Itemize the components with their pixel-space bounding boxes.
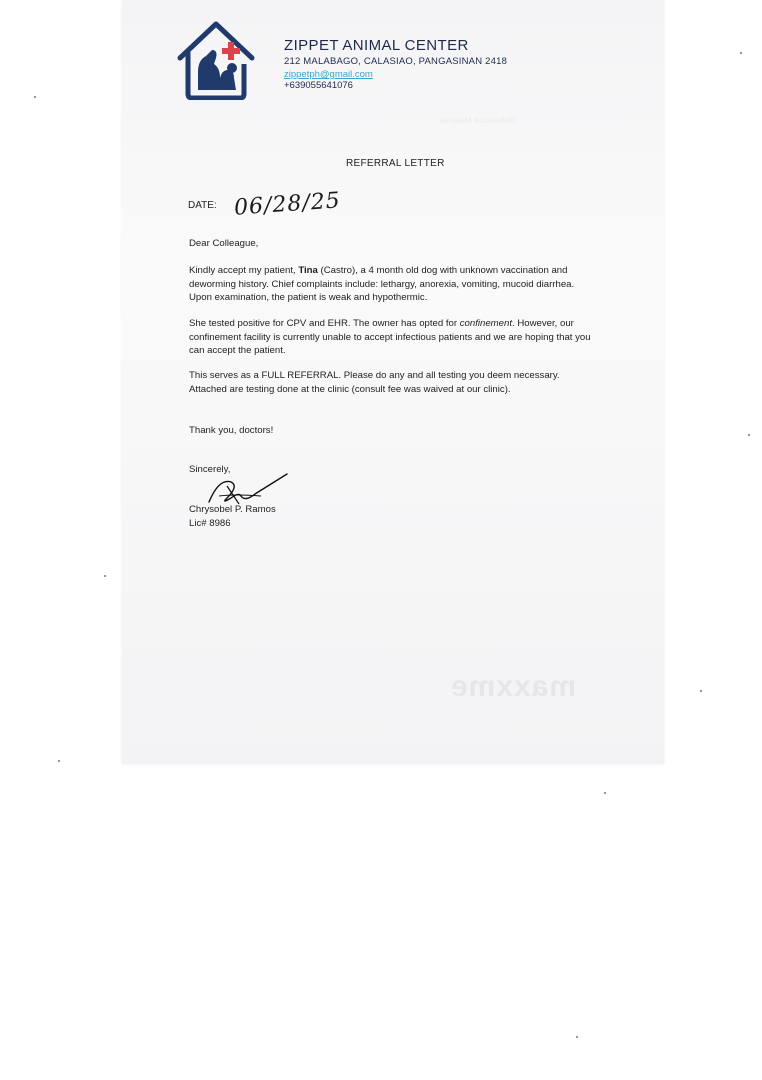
show-through-logo: maxxme bbox=[450, 670, 577, 703]
closing-line: Sincerely, bbox=[189, 464, 231, 475]
p1-intro: Kindly accept my patient, bbox=[189, 265, 299, 276]
clinic-address: 212 MALABAGO, CALASIAO, PANGASINAN 2418 bbox=[284, 56, 508, 67]
clinic-logo-icon bbox=[176, 20, 256, 100]
speck bbox=[58, 760, 60, 762]
speck bbox=[604, 792, 606, 794]
speck bbox=[700, 690, 702, 692]
date-label: DATE: bbox=[188, 200, 217, 211]
p2-end: . However, our confinement facility is currently unable to accept infectious patients and we are hoping that you can accept the patient. bbox=[189, 318, 591, 356]
p2-emphasis: confinement bbox=[459, 318, 512, 329]
signatory-name: Chrysobel P. Ramos bbox=[189, 504, 276, 515]
speck bbox=[748, 434, 750, 436]
handwritten-date: 06/28/25 bbox=[233, 188, 342, 221]
paragraph-patient-info bbox=[189, 264, 599, 305]
paragraph-referral: This serves as a FULL REFERRAL. Please do any and all testing you deem necessary. Attached are testing done at the clinic (consult fee was waived at our clinic). bbox=[189, 370, 560, 395]
patient-name: Tina bbox=[298, 265, 318, 276]
clinic-phone: +639055641076 bbox=[284, 80, 353, 91]
show-through-text: Reference Material bbox=[440, 115, 517, 125]
speck bbox=[576, 1036, 578, 1038]
clinic-name: ZIPPET ANIMAL CENTER bbox=[284, 37, 469, 54]
clinic-header bbox=[284, 36, 507, 91]
speck bbox=[34, 96, 36, 98]
letter-title: REFERRAL LETTER bbox=[346, 158, 445, 169]
speck bbox=[740, 52, 742, 54]
p1-rest: (Castro), a 4 month old dog with unknown vaccination and deworming history. Chief complaints include: lethargy, anorexia, vomiting, mucoid diarrhea. Upon examination, the patient is weak and hypothermic. bbox=[189, 265, 575, 303]
salutation: Dear Colleague, bbox=[189, 238, 259, 249]
thanks-line: Thank you, doctors! bbox=[189, 425, 274, 436]
paragraph-test-results bbox=[189, 317, 599, 358]
license-number: Lic# 8986 bbox=[189, 518, 231, 529]
speck bbox=[104, 575, 106, 577]
p2-start: She tested positive for CPV and EHR. The owner has opted for bbox=[189, 318, 460, 329]
clinic-email-link[interactable]: zippetph@gmail.com bbox=[284, 69, 373, 80]
signature-icon bbox=[205, 468, 295, 508]
